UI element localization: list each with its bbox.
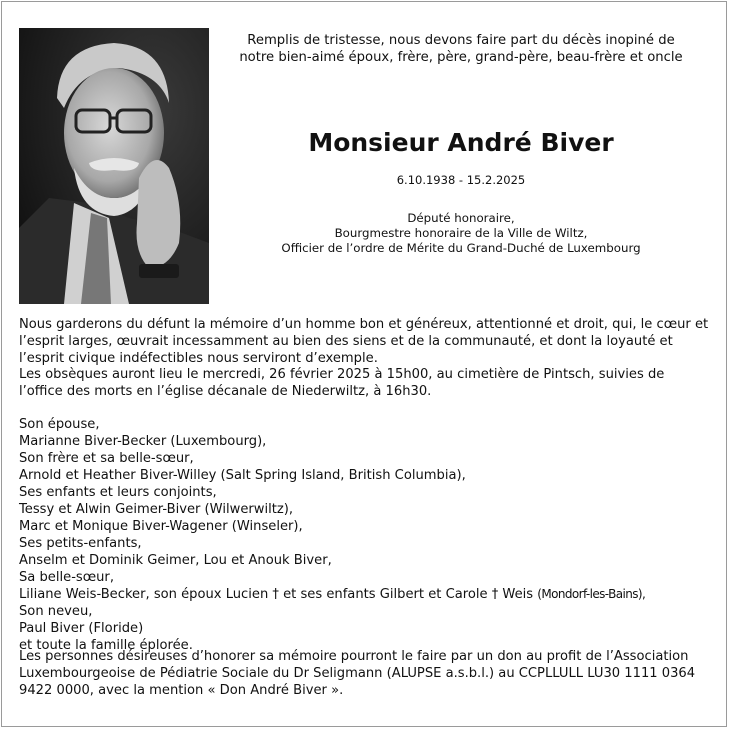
intro-text <box>216 32 706 66</box>
family-line-text: Liliane Weis-Becker, son époux Lucien † et ses enfants Gilbert et Carole † Weis <box>19 587 538 602</box>
family-line: Anselm et Dominik Geimer, Lou et Anouk Biver, <box>19 553 332 568</box>
family-line: Sa belle-sœur, <box>19 570 114 585</box>
family-line: Marianne Biver-Becker (Luxembourg), <box>19 434 267 449</box>
family-line: Ses enfants et leurs conjoints, <box>19 485 217 500</box>
honorary-titles <box>216 211 706 256</box>
family-line: Paul Biver (Floride) <box>19 621 144 636</box>
family-line: Tessy et Alwin Geimer-Biver (Wilwerwiltz), <box>19 502 294 517</box>
title-line: Officier de l’ordre de Mérite du Grand-Duché de Luxembourg <box>281 241 641 255</box>
deceased-name: Monsieur André Biver <box>308 128 614 157</box>
intro-line: Remplis de tristesse, nous devons faire part du décès inopiné de <box>247 33 675 48</box>
funeral-details: Les obsèques auront lieu le mercredi, 26 février 2025 à 15h00, au cimetière de Pintsch, suivies de l’office des morts en l’église décanale de Niederwiltz, à 16h30. <box>19 367 665 399</box>
family-line: Son neveu, <box>19 604 93 619</box>
portrait-photo <box>19 28 209 304</box>
life-dates: 6.10.1938 - 15.2.2025 <box>396 173 526 187</box>
family-line: et toute la famille éplorée. <box>19 638 193 653</box>
family-line: Ses petits-enfants, <box>19 536 142 551</box>
family-line: Arnold et Heather Biver-Willey (Salt Spring Island, British Columbia), <box>19 468 466 483</box>
family-line-place: (Mondorf-les-Bains), <box>537 587 646 601</box>
family-list <box>19 416 711 654</box>
family-line: Son épouse, <box>19 417 100 432</box>
title-line: Député honoraire, <box>407 211 515 225</box>
family-line: Marc et Monique Biver-Wagener (Winseler), <box>19 519 303 534</box>
intro-line: notre bien-aimé époux, frère, père, grand-père, beau-frère et oncle <box>239 50 683 65</box>
family-line <box>19 586 711 603</box>
title-line: Bourgmestre honoraire de la Ville de Wiltz, <box>334 226 588 240</box>
memorial-paragraph: Nous garderons du défunt la mémoire d’un homme bon et généreux, attentionné et droit, qui, le cœur et l’esprit larges, œuvrait incessamment au bien des siens et de la communauté, et dont la loyauté et l’esprit civique indéfectibles nous serviront d’exemple. <box>19 317 709 366</box>
family-line: Son frère et sa belle-sœur, <box>19 451 194 466</box>
donation-notice: Les personnes désireuses d’honorer sa mémoire pourront le faire par un don au profit de l’Association Luxembourgeoise de Pédiatrie Sociale du Dr Seligmann (ALUPSE a.s.b.l.) au CCPLLULL LU30 1111 0364 9422 0000, avec la mention « Don André Biver ». <box>19 649 696 698</box>
